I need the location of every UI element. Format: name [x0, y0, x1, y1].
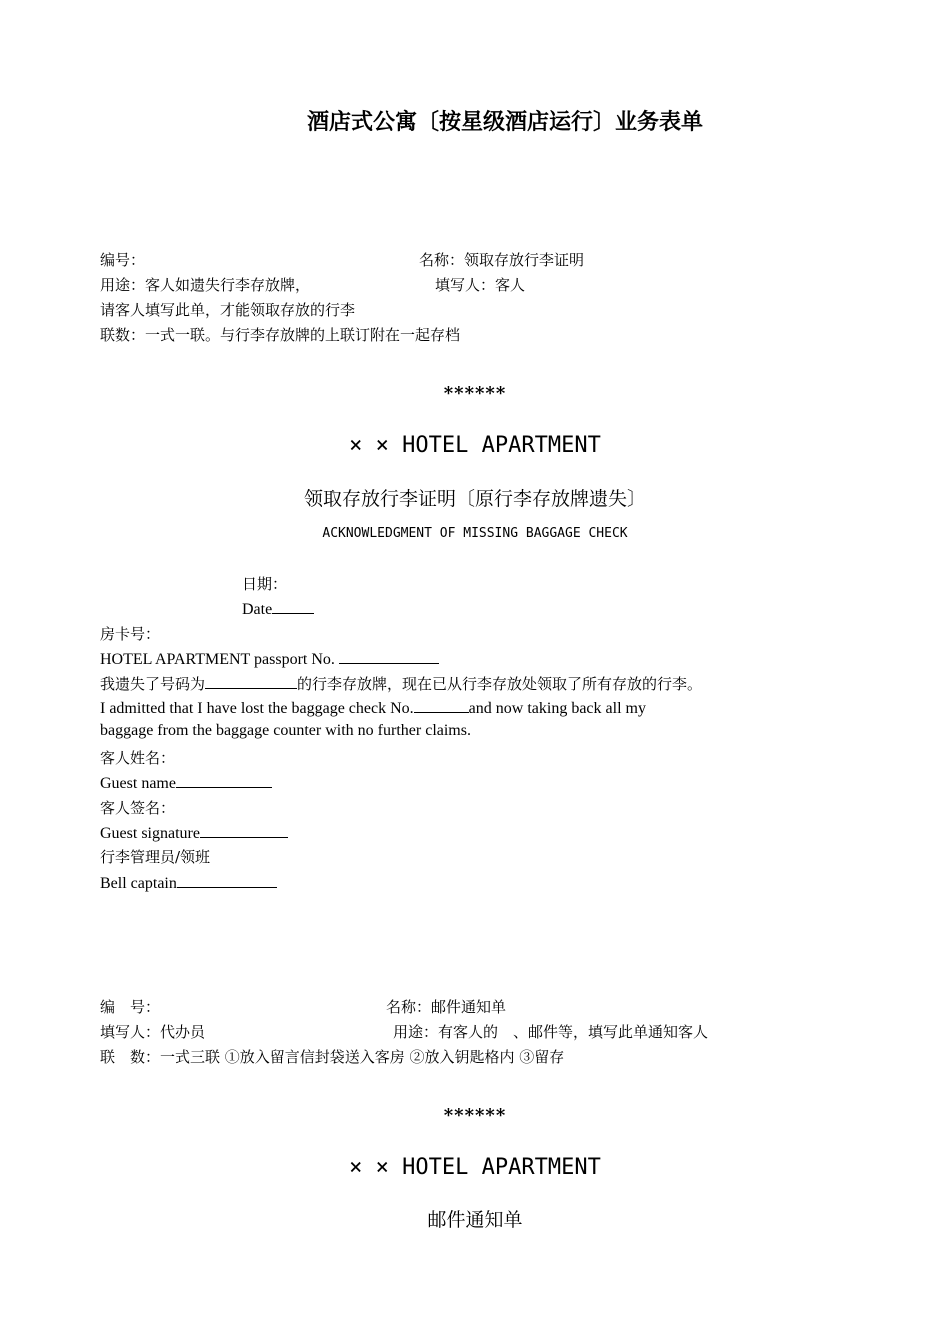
- form1-guest-name-row: [100, 772, 272, 793]
- form1-lost-cn-1: 我遗失了号码为: [100, 675, 206, 693]
- form2-stars: ******: [443, 1105, 507, 1126]
- form1-guest-sig-blank[interactable]: [200, 822, 288, 838]
- form1-passport-row: [100, 648, 439, 669]
- form1-lost-en-2: and now taking back all my: [468, 700, 646, 717]
- form1-date-row: [242, 598, 314, 619]
- form1-guest-sig-cn: 客人签名：: [100, 799, 176, 817]
- form2-number-label: 编 号：: [100, 998, 161, 1016]
- form1-passport-en: HOTEL APARTMENT passport No.: [100, 651, 335, 668]
- form1-lost-en-3: baggage from the baggage counter with no further claims.: [100, 722, 471, 739]
- form1-lost-en-row: [100, 697, 646, 718]
- form2-copies-label: 联 数：一式三联 ①放入留言信封袋送入客房 ②放入钥匙格内 ③留存: [100, 1048, 565, 1066]
- form1-filler-label: 填写人：客人: [435, 276, 526, 294]
- form2-name-label: 名称：邮件通知单: [386, 998, 507, 1016]
- form1-date-blank[interactable]: [272, 598, 314, 614]
- form1-guest-name-en: Guest name: [100, 775, 176, 792]
- form2-use-label: 用途：有客人的 、邮件等，填写此单通知客人: [393, 1023, 709, 1041]
- form1-number-label: 编号：: [100, 251, 146, 269]
- form1-bell-en: Bell captain: [100, 875, 177, 892]
- form2-subtitle-cn: 邮件通知单: [427, 1209, 523, 1231]
- form1-copies-label: 联数：一式一联。与行李存放牌的上联订附在一起存档: [100, 326, 461, 344]
- page-title: 酒店式公寓〔按星级酒店运行〕业务表单: [306, 109, 703, 135]
- form2-filler-label: 填写人：代办员: [100, 1023, 206, 1041]
- form1-passport-blank[interactable]: [339, 648, 439, 664]
- form1-stars: ******: [443, 383, 507, 404]
- form1-guest-name-cn: 客人姓名：: [100, 749, 176, 767]
- form1-lost-cn-2: 的行李存放牌，现在已从行李存放处领取了所有存放的行李。: [297, 675, 703, 693]
- form1-name-label: 名称：领取存放行李证明: [419, 251, 585, 269]
- form1-bell-row: [100, 872, 277, 893]
- form1-lost-number-blank-en[interactable]: [414, 697, 469, 713]
- form1-subtitle-cn: 领取存放行李证明〔原行李存放牌遗失〕: [303, 488, 646, 510]
- form1-guest-name-blank[interactable]: [176, 772, 272, 788]
- form1-guest-sig-row: [100, 822, 288, 843]
- form1-use-label: 用途：客人如遗失行李存放牌，: [100, 276, 311, 294]
- form1-date-cn: 日期：: [242, 575, 288, 593]
- form1-use-continued: 请客人填写此单，才能领取存放的行李: [100, 301, 356, 319]
- form1-bell-cn: 行李管理员/领班: [100, 848, 211, 866]
- form1-guest-sig-en: Guest signature: [100, 825, 200, 842]
- form1-lost-number-blank-cn[interactable]: [205, 673, 297, 689]
- form1-hotel-name: × × HOTEL APARTMENT: [349, 433, 601, 458]
- form1-date-en: Date: [242, 601, 273, 618]
- form2-hotel-name: × × HOTEL APARTMENT: [349, 1155, 601, 1180]
- form1-subtitle-en: ACKNOWLEDGMENT OF MISSING BAGGAGE CHECK: [322, 526, 628, 541]
- form1-lost-en-1: I admitted that I have lost the baggage check No.: [100, 700, 414, 717]
- form1-room-card-cn: 房卡号：: [100, 625, 161, 643]
- form1-lost-cn-row: [100, 673, 702, 694]
- form1-bell-blank[interactable]: [177, 872, 277, 888]
